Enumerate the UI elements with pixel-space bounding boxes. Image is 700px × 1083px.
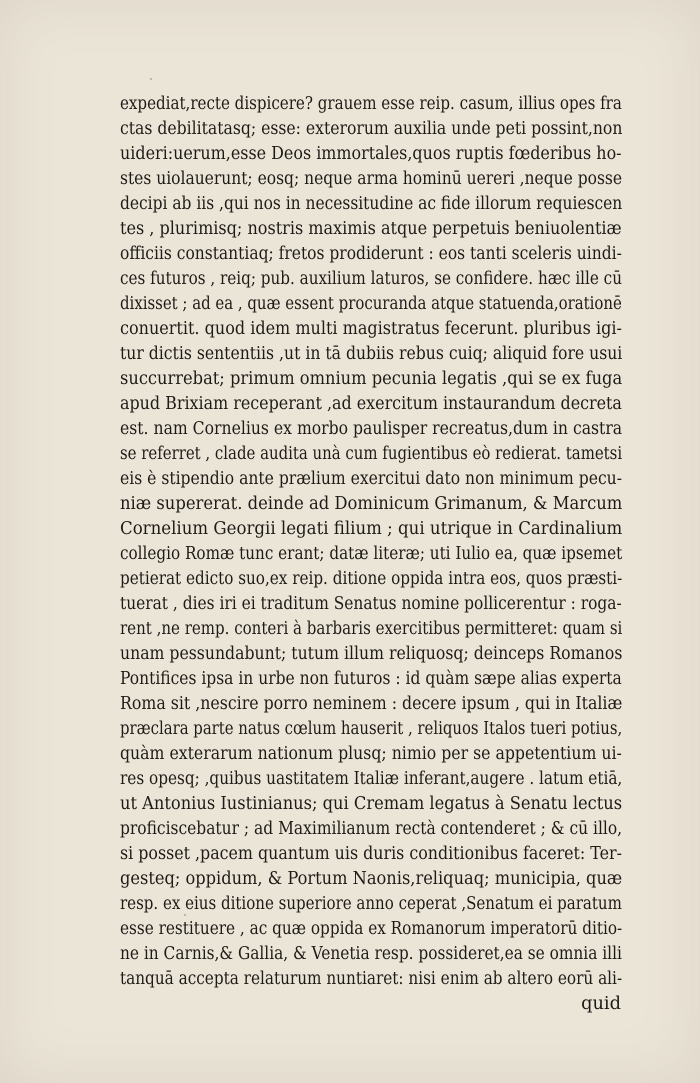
text-line: collegio Romæ tunc erant; datæ literæ; uti Iulio ea, quæ ipsemet <box>120 543 623 564</box>
text-line: proficiscebatur ; ad Maximilianum rectà contenderet ; & cū illo, <box>120 818 623 839</box>
text-line: quàm exterarum nationum plusq; nimio per se appetentium ui- <box>120 743 622 764</box>
text-line: niæ supererat. deinde ad Dominicum Grimanum, & Marcum <box>120 493 623 514</box>
text-line: est. nam Cornelius ex morbo paulisper recreatus,dum in castra <box>120 418 623 439</box>
text-line: se referret , clade audita unà cum fugientibus eò redierat. tametsi <box>120 443 623 464</box>
text-line: stes uiolauerunt; eosq; neque arma hominū uereri ,neque posse <box>120 168 623 189</box>
text-line: expediat,recte dispicere? grauem esse reip. casum, illius opes fra <box>120 93 622 114</box>
text-line: eis è stipendio ante prælium exercitui dato non minimum pecu- <box>120 468 622 489</box>
text-line: præclara parte natus cœlum hauserit , reliquos Italos tueri potius, <box>120 718 623 739</box>
text-line: officiis constantiaq; fretos prodiderunt : eos tanti sceleris uindi- <box>120 243 622 264</box>
text-line: ut Antonius Iustinianus; qui Cremam legatus à Senatu lectus <box>120 793 623 814</box>
text-line: Roma sit ,nescire porro neminem : decere ipsum , qui in Italiæ <box>120 693 623 714</box>
text-line: tes , plurimisq; nostris maximis atque perpetuis beniuolentiæ <box>120 218 622 239</box>
text-line: gesteq; oppidum, & Portum Naonis,reliquaq; municipia, quæ <box>120 868 623 889</box>
text-line: Pontifices ipsa in urbe non futuros : id quàm sæpe alias experta <box>120 668 622 689</box>
text-line: Cornelium Georgii legati filium ; qui utrique in Cardinalium <box>120 518 623 539</box>
text-line: esse restituere , ac quæ oppida ex Romanorum imperatorū ditio- <box>120 918 623 939</box>
text-line: ne in Carnis,& Gallia, & Venetia resp. possideret,ea se omnia illi <box>120 943 622 964</box>
text-line: tuerat , dies iri ei traditum Senatus nomine pollicerentur : roga- <box>120 593 622 614</box>
ink-speck <box>150 78 152 80</box>
catchword: quid <box>581 993 621 1014</box>
text-line: succurrebat; primum omnium pecunia legatis ,qui se ex fuga <box>120 368 623 389</box>
ink-speck <box>184 914 186 916</box>
text-line: rent ,ne remp. conteri à barbaris exercitibus permitteret: quam si <box>120 618 623 639</box>
text-line: ces futuros , reiq; pub. auxilium laturos, se confidere. hæc ille cū <box>120 268 622 289</box>
text-line: apud Brixiam receperant ,ad exercitum instaurandum decreta <box>120 393 622 414</box>
text-line: tur dictis sententiis ,ut in tā dubiis rebus cuiq; aliquid fore usui <box>120 343 623 364</box>
text-line: dixisset ; ad ea , quæ essent procuranda atque statuenda,orationē <box>120 293 622 314</box>
text-line: ctas debilitatasq; esse: exterorum auxilia unde peti possint,non <box>120 118 623 139</box>
text-line: tanquā accepta relaturum nuntiaret: nisi enim ab altero eorū ali- <box>120 968 623 989</box>
text-line: unam pessundabunt; tutum illum reliquosq; deinceps Romanos <box>120 643 623 664</box>
text-line: resp. ex eius ditione superiore anno ceperat ,Senatum ei paratum <box>120 893 622 914</box>
text-line: conuertit. quod idem multi magistratus fecerunt. pluribus igi- <box>120 318 622 339</box>
text-line: res opesq; ,quibus uastitatem Italiæ inferant,augere . latum etiā, <box>120 768 623 789</box>
text-line: uideri:uerum,esse Deos immortales,quos ruptis fœderibus ho- <box>120 143 622 164</box>
text-line: si posset ,pacem quantum uis duris conditionibus faceret: Ter- <box>120 843 622 864</box>
text-line: petierat edicto suo,ex reip. ditione oppida intra eos, quos præsti- <box>120 568 623 589</box>
text-line: decipi ab iis ,qui nos in necessitudine ac fide illorum requiescen <box>120 193 623 214</box>
